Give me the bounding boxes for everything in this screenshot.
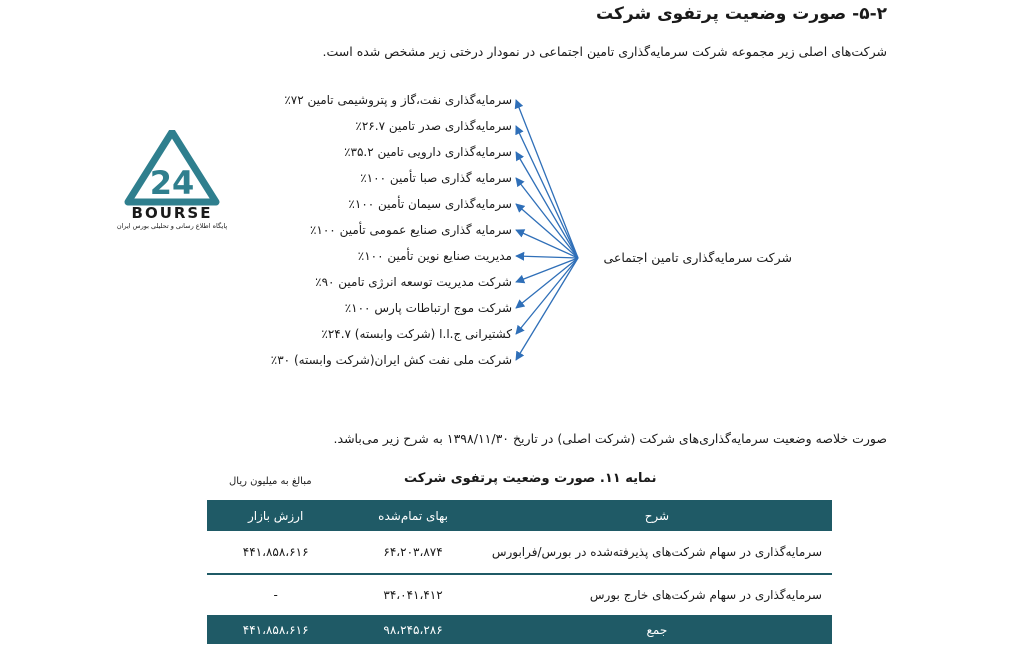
- tree-arrow: [516, 256, 578, 258]
- tree-arrow: [516, 204, 578, 258]
- total-market-value: ۴۴۱،۸۵۸،۶۱۶: [207, 615, 344, 644]
- bourse24-logo: [113, 130, 231, 230]
- cell-market-value: -: [273, 588, 278, 602]
- tree-arrow: [516, 258, 578, 360]
- table-total-row: [207, 615, 832, 644]
- cell-cost: ۳۴،۰۴۱،۴۱۲: [383, 588, 443, 602]
- table-row: [207, 531, 832, 574]
- tree-arrow: [516, 258, 578, 308]
- parent-company-label: شرکت سرمایه‌گذاری تامین اجتماعی: [603, 250, 792, 265]
- subsidiary-label: سرمایه‌گذاری سیمان تأمین ۱۰۰٪: [348, 197, 512, 211]
- table-header-row: [207, 500, 832, 531]
- subsidiary-label: شرکت مدیریت توسعه انرژی تامین ۹۰٪: [315, 275, 512, 289]
- intro-paragraph: شرکت‌های اصلی زیر مجموعه شرکت سرمایه‌گذاری تامین اجتماعی در نمودار درختی زیر مشخص شده است.: [322, 44, 887, 59]
- cell-description: سرمایه‌گذاری در سهام شرکت‌های خارج بورس: [589, 588, 822, 602]
- header-description: شرح: [482, 500, 832, 531]
- subsidiary-label: سرمایه گذاری صنایع عمومی تأمین ۱۰۰٪: [309, 223, 512, 237]
- subsidiary-label: سرمایه‌گذاری صدر تامین ۲۶.۷٪: [355, 119, 512, 133]
- logo-tagline: پایگاه اطلاع رسانی و تحلیلی بورس ایران: [116, 222, 228, 230]
- subsidiary-label: شرکت موج ارتباطات پارس ۱۰۰٪: [344, 301, 512, 315]
- cell-cost: ۶۴،۲۰۳،۸۷۴: [344, 531, 482, 574]
- tree-arrow: [516, 178, 578, 258]
- total-label: جمع: [482, 615, 832, 644]
- cell-description: سرمایه‌گذاری در سهام شرکت‌های پذیرفته‌شده در بورس/فرابورس: [482, 531, 832, 574]
- table-row: [207, 574, 832, 615]
- section-heading: ۵-۲- صورت وضعیت پرتفوی شرکت: [595, 4, 887, 24]
- logo-word: BOURSE: [131, 204, 213, 222]
- subsidiary-label: سرمایه‌گذاری دارویی تامین ۳۵.۲٪: [344, 145, 512, 159]
- arrow-group: [516, 100, 578, 360]
- tree-arrow: [516, 126, 578, 258]
- header-market-value: ارزش بازار: [207, 500, 344, 531]
- portfolio-table: [207, 500, 832, 644]
- header-cost: بهای تمام‌شده: [344, 500, 482, 531]
- logo-number: 24: [149, 164, 195, 202]
- unit-note: مبالغ به میلیون ریال: [229, 476, 312, 487]
- subsidiary-label: مدیریت صنایع نوین تأمین ۱۰۰٪: [357, 249, 512, 263]
- subsidiary-label: سرمایه‌گذاری نفت،گاز و پتروشیمی تامین ۷۲٪: [284, 93, 512, 107]
- subsidiary-label: کشتیرانی ج.ا.ا (شرکت وابسته) ۲۴.۷٪: [321, 327, 512, 341]
- tree-arrow: [516, 152, 578, 258]
- summary-paragraph: صورت خلاصه وضعیت سرمایه‌گذاری‌های شرکت (شرکت اصلی) در تاریخ ۱۳۹۸/۱۱/۳۰ به شرح زیر می‌باشد.: [333, 431, 887, 446]
- table-title: نمایه ۱۱. صورت وضعیت پرتفوی شرکت: [404, 471, 657, 486]
- total-cost: ۹۸،۲۴۵،۲۸۶: [344, 615, 482, 644]
- subsidiary-label: شرکت ملی نفت کش ایران(شرکت وابسته) ۳۰٪: [270, 353, 512, 367]
- subsidiary-label: سرمایه گذاری صبا تأمین ۱۰۰٪: [360, 171, 512, 185]
- cell-market-value: ۴۴۱،۸۵۸،۶۱۶: [207, 531, 344, 574]
